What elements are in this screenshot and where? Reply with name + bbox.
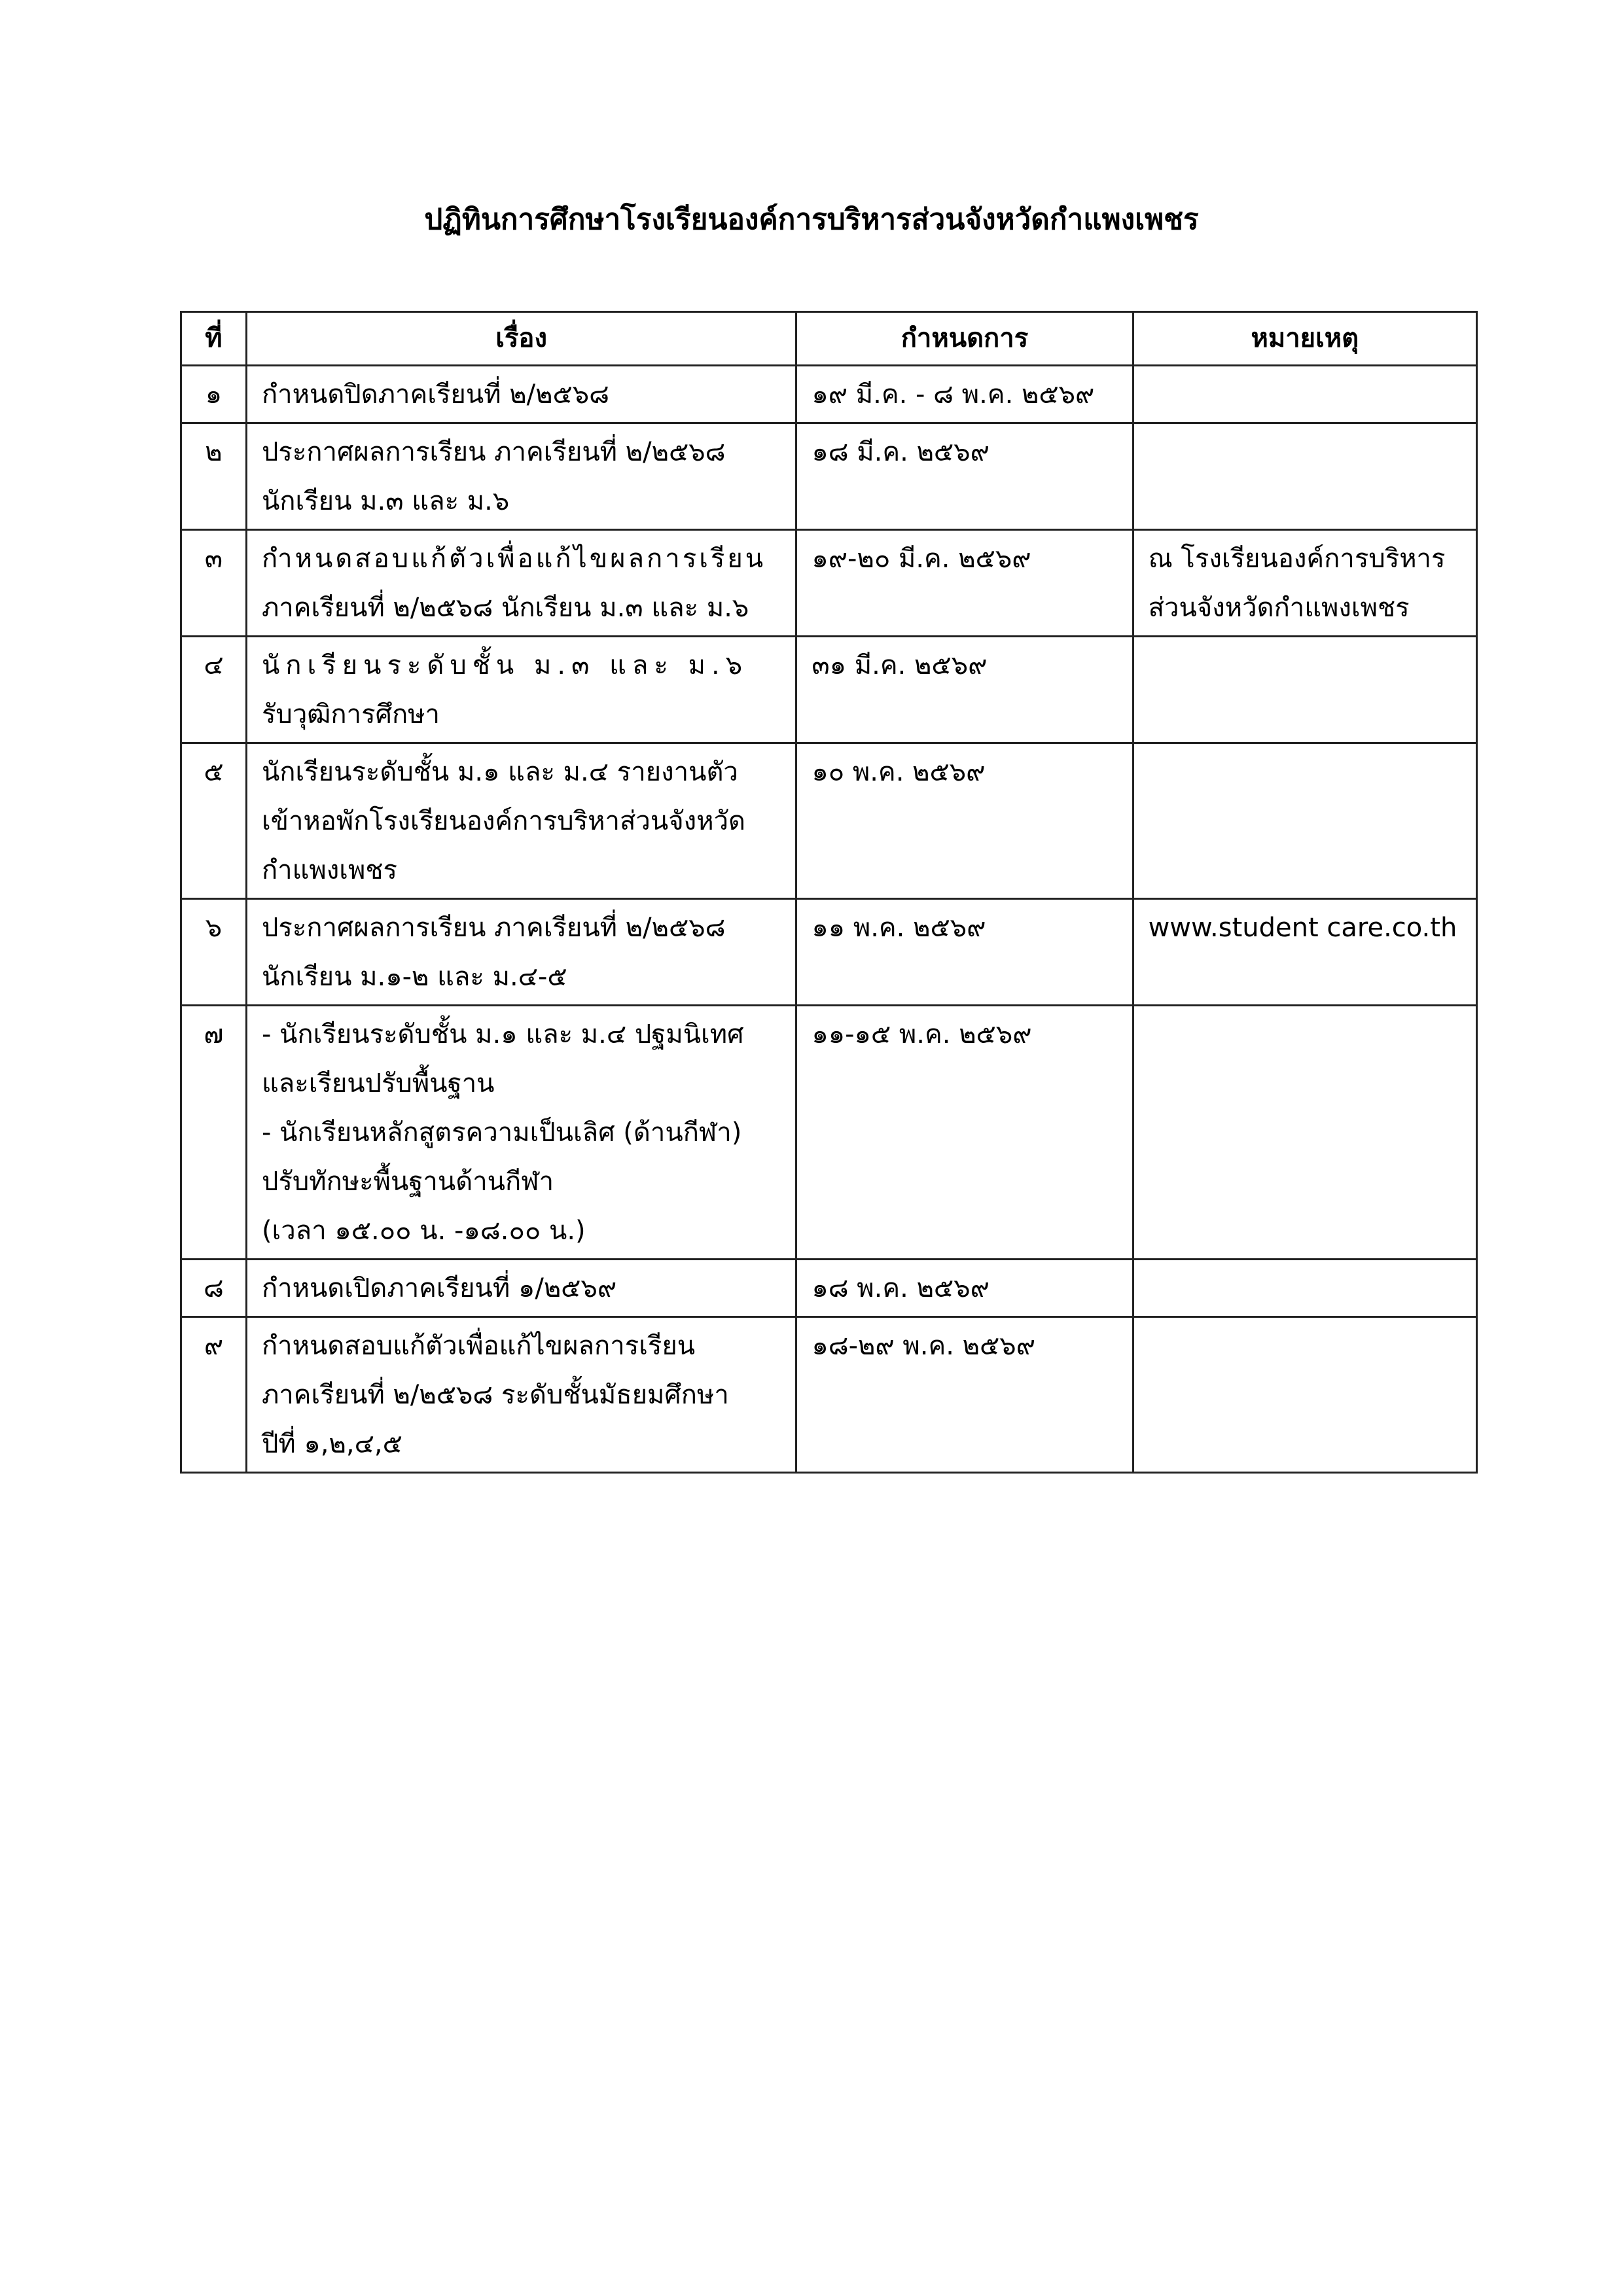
topic-line: นักเรียนระดับชั้น ม.๑ และ ม.๔ รายงานตัว bbox=[261, 757, 738, 787]
topic-line: ประกาศผลการเรียน ภาคเรียนที่ ๒/๒๕๖๘ bbox=[261, 437, 726, 467]
topic-line: นักเรียน ม.๓ และ ม.๖ bbox=[261, 486, 510, 516]
academic-calendar-table bbox=[180, 311, 1478, 1474]
row-number: ๙ bbox=[181, 1317, 247, 1473]
row-remark-website: www.student care.co.th bbox=[1133, 899, 1476, 1006]
row-remark bbox=[1133, 1260, 1476, 1317]
row-number: ๓ bbox=[181, 530, 247, 637]
row-remark bbox=[1133, 423, 1476, 530]
row-topic bbox=[246, 530, 796, 637]
row-date: ๑๑-๑๕ พ.ค. ๒๕๖๙ bbox=[796, 1006, 1133, 1260]
topic-line: ปีที่ ๑,๒,๔,๕ bbox=[261, 1429, 402, 1459]
topic-line: ภาคเรียนที่ ๒/๒๕๖๘ นักเรียน ม.๓ และ ม.๖ bbox=[261, 593, 749, 623]
table-row bbox=[181, 423, 1477, 530]
topic-line: - นักเรียนระดับชั้น ม.๑ และ ม.๔ ปฐมนิเทศ bbox=[261, 1019, 744, 1050]
row-number: ๖ bbox=[181, 899, 247, 1006]
topic-line: ภาคเรียนที่ ๒/๒๕๖๘ ระดับชั้นมัธยมศึกษา bbox=[261, 1380, 729, 1410]
row-topic bbox=[246, 366, 796, 423]
header-remarks: หมายเหตุ bbox=[1133, 312, 1476, 366]
row-number: ๗ bbox=[181, 1006, 247, 1260]
topic-line: (เวลา ๑๕.๐๐ น. -๑๘.๐๐ น.) bbox=[261, 1216, 586, 1246]
remark-line: ณ โรงเรียนองค์การบริหาร bbox=[1148, 544, 1446, 574]
row-topic bbox=[246, 423, 796, 530]
row-date: ๑๐ พ.ค. ๒๕๖๙ bbox=[796, 743, 1133, 899]
row-number: ๔ bbox=[181, 637, 247, 743]
remark-line: ส่วนจังหวัดกำแพงเพชร bbox=[1148, 593, 1410, 623]
table-row bbox=[181, 1317, 1477, 1473]
table-row bbox=[181, 899, 1477, 1006]
row-number: ๑ bbox=[181, 366, 247, 423]
row-remark bbox=[1133, 1006, 1476, 1260]
header-topic: เรื่อง bbox=[246, 312, 796, 366]
topic-line: ปรับทักษะพื้นฐานด้านกีฬา bbox=[261, 1167, 554, 1197]
topic-line: กำหนดสอบแก้ตัวเพื่อแก้ไขผลการเรียน bbox=[261, 1331, 696, 1361]
topic-line: รับวุฒิการศึกษา bbox=[261, 699, 440, 730]
row-topic bbox=[246, 899, 796, 1006]
topic-line: กำหนดปิดภาคเรียนที่ ๒/๒๕๖๘ bbox=[261, 380, 610, 410]
table-row bbox=[181, 1260, 1477, 1317]
row-topic bbox=[246, 743, 796, 899]
topic-line: ประกาศผลการเรียน ภาคเรียนที่ ๒/๒๕๖๘ bbox=[261, 913, 726, 943]
row-number: ๒ bbox=[181, 423, 247, 530]
table-row bbox=[181, 366, 1477, 423]
row-remark bbox=[1133, 530, 1476, 637]
table-row bbox=[181, 530, 1477, 637]
row-remark bbox=[1133, 743, 1476, 899]
row-date: ๑๑ พ.ค. ๒๕๖๙ bbox=[796, 899, 1133, 1006]
topic-line: กำหนดสอบแก้ตัวเพื่อแก้ไขผลการเรียน bbox=[261, 544, 766, 574]
topic-line: และเรียนปรับพื้นฐาน bbox=[261, 1069, 495, 1099]
topic-line: กำหนดเปิดภาคเรียนที่ ๑/๒๕๖๙ bbox=[261, 1273, 617, 1303]
table-header-row bbox=[181, 312, 1477, 366]
topic-line: กำแพงเพชร bbox=[261, 855, 397, 885]
row-topic bbox=[246, 1260, 796, 1317]
row-topic bbox=[246, 1006, 796, 1260]
row-number: ๘ bbox=[181, 1260, 247, 1317]
row-date: ๑๙-๒๐ มี.ค. ๒๕๖๙ bbox=[796, 530, 1133, 637]
row-remark bbox=[1133, 1317, 1476, 1473]
table-row bbox=[181, 637, 1477, 743]
row-number: ๕ bbox=[181, 743, 247, 899]
row-date: ๑๘-๒๙ พ.ค. ๒๕๖๙ bbox=[796, 1317, 1133, 1473]
topic-line: นักเรียน ม.๑-๒ และ ม.๔-๕ bbox=[261, 962, 567, 992]
row-date: ๑๘ พ.ค. ๒๕๖๙ bbox=[796, 1260, 1133, 1317]
row-topic bbox=[246, 637, 796, 743]
header-no: ที่ bbox=[181, 312, 247, 366]
document-title: ปฏิทินการศึกษาโรงเรียนองค์การบริหารส่วนจังหวัดกำแพงเพชร bbox=[424, 203, 1199, 236]
topic-line: - นักเรียนหลักสูตรความเป็นเลิศ (ด้านกีฬา) bbox=[261, 1118, 742, 1148]
table-row bbox=[181, 1006, 1477, 1260]
topic-line: เข้าหอพักโรงเรียนองค์การบริหาส่วนจังหวัด bbox=[261, 806, 745, 836]
row-date: ๓๑ มี.ค. ๒๕๖๙ bbox=[796, 637, 1133, 743]
row-date: ๑๙ มี.ค. - ๘ พ.ค. ๒๕๖๙ bbox=[796, 366, 1133, 423]
topic-line: นักเรียนระดับชั้น ม.๓ และ ม.๖ bbox=[261, 650, 749, 680]
row-date: ๑๘ มี.ค. ๒๕๖๙ bbox=[796, 423, 1133, 530]
row-remark bbox=[1133, 637, 1476, 743]
table-row bbox=[181, 743, 1477, 899]
header-schedule: กำหนดการ bbox=[796, 312, 1133, 366]
row-remark bbox=[1133, 366, 1476, 423]
row-topic bbox=[246, 1317, 796, 1473]
